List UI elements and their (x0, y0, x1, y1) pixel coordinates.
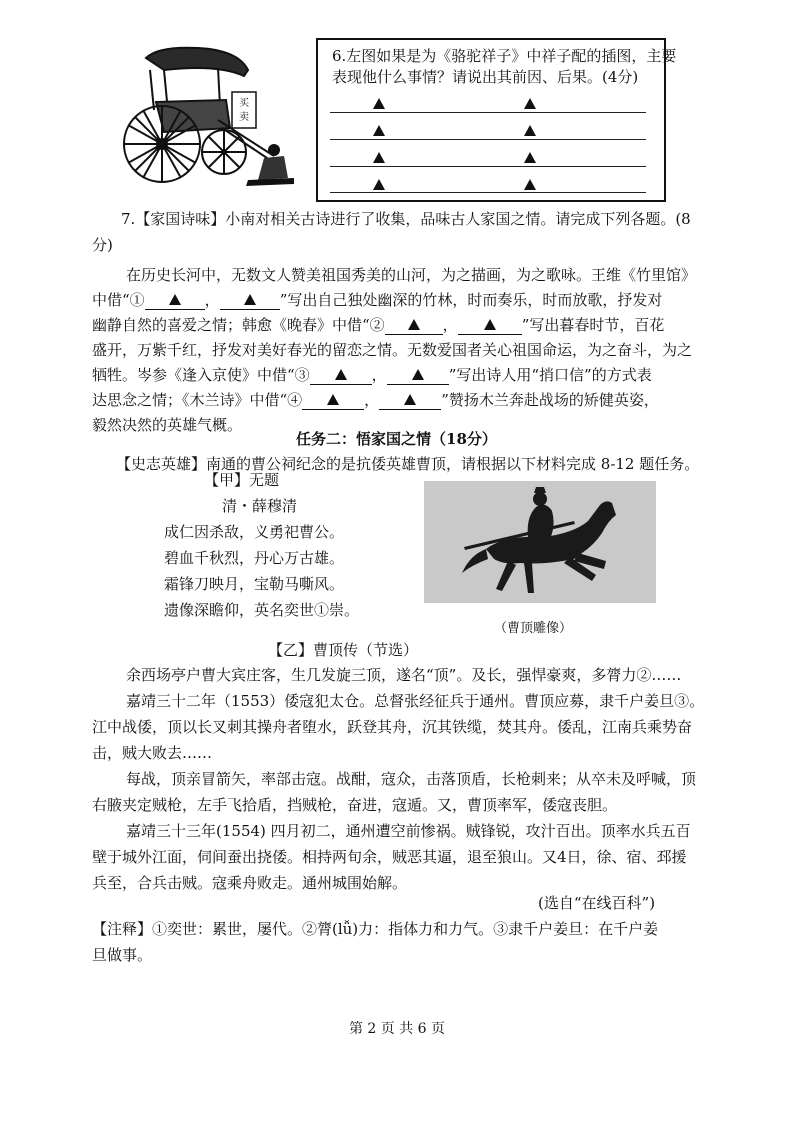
blank-3b[interactable] (387, 366, 449, 385)
notes-line: 旦做事。 (92, 946, 153, 964)
blank-1b[interactable] (220, 291, 280, 310)
task2-intro: 【史志英雄】南通的曹公祠纪念的是抗倭英雄曹顶，请根据以下材料完成 8-12 题任务。 (116, 455, 700, 473)
yi-para: 嘉靖三十二年（1553）倭寇犯太仓。总督张经征兵于通州。曹顶应募，隶千户姜旦③。 (126, 692, 705, 710)
task2-title: 任务二：悟家国之情（18分） (296, 430, 497, 448)
blank-4a[interactable] (302, 391, 364, 410)
notes-line: 【注释】①奕世：累世，屡代。②膂(lǚ)力：指体力和力气。③隶千户姜旦：在千户姜 (92, 920, 659, 938)
poem-title: 【甲】无题 (204, 471, 280, 489)
poem-line: 霜锋刀映月，宝勒马嘶风。 (164, 575, 345, 593)
triangle-marker-icon (524, 98, 536, 109)
yi-para: 余西场亭户曹大宾庄客，生几发旋三顶，遂名“顶”。及长，强悍豪爽，多膂力②…… (126, 666, 682, 684)
triangle-marker-icon (373, 179, 385, 190)
triangle-marker-icon (373, 98, 385, 109)
question-7-line2: 分) (92, 236, 113, 254)
yi-para: 壁于城外江面，伺间蚕出挠倭。相持两旬余，贼恶其逼，退至狼山。又4日，徐、宿、邳援 (92, 848, 687, 866)
rickshaw-illustration (98, 40, 298, 190)
triangle-marker-icon (373, 152, 385, 163)
blank-2b[interactable] (458, 316, 522, 335)
yi-para: 兵至，合兵击贼。寇乘舟败走。通州城围始解。 (92, 874, 408, 892)
triangle-marker-icon (524, 152, 536, 163)
triangle-marker-icon (524, 125, 536, 136)
passage-line: 幽静自然的喜爱之情；韩愈《晚春》中借“② ， ”写出暮春时节，百花 (92, 316, 665, 334)
photo-caption: （曹顶雕像） (494, 621, 573, 636)
blank-3a[interactable] (310, 366, 372, 385)
answer-line-3[interactable] (330, 166, 646, 167)
blank-4b[interactable] (379, 391, 441, 410)
svg-text:卖: 卖 (239, 112, 249, 123)
poem-author: 清・薛穆清 (222, 497, 298, 515)
triangle-marker-icon (373, 125, 385, 136)
yi-para: 江中战倭，顶以长叉刺其操舟者堕水，跃登其舟，沉其铁缆，焚其舟。倭乱，江南兵乘势奋 (92, 718, 693, 736)
svg-text:买: 买 (239, 98, 249, 109)
yi-para: 右腋夹定贼枪，左手飞拾盾，挡贼枪，奋进，寇遁。又，曹顶率军，倭寇丧胆。 (92, 796, 618, 814)
poem-line: 碧血千秋烈，丹心万古雄。 (164, 549, 345, 567)
passage-line: 在历史长河中，无数文人赞美祖国秀美的山河，为之描画，为之歌咏。王维《竹里馆》 (126, 266, 697, 284)
yi-title: 【乙】曹顶传（节选） (268, 641, 419, 659)
passage-line: 毅然决然的英雄气概。 (92, 416, 243, 434)
page-footer: 第 2 页 共 6 页 (348, 1021, 446, 1037)
yi-para: 每战，顶亲冒箭矢，率部击寇。战酣，寇众，击落顶盾，长枪刺来；从卒未及呼喊，顶 (126, 770, 697, 788)
passage-line: 牺牲。岑参《逢入京使》中借“③ ， ”写出诗人用“捎口信”的方式表 (92, 366, 652, 384)
blank-2a[interactable] (385, 316, 443, 335)
blank-1a[interactable] (145, 291, 205, 310)
question-7-line1: 7.【家国诗味】小南对相关古诗进行了收集，品味古人家国之情。请完成下列各题。(8 (121, 210, 691, 228)
passage-line: 达思念之情；《木兰诗》中借“④ ， ”赞扬木兰奔赴战场的矫健英姿， (92, 391, 659, 409)
answer-line-4[interactable] (330, 192, 646, 193)
passage-line: 盛开，万紫千红，抒发对美好春光的留恋之情。无数爱国者关心祖国命运，为之奋斗，为之 (92, 341, 693, 359)
question-6-text: 6.左图如果是为《骆驼祥子》中祥子配的插图，主要 表现他什么事情？请说出其前因、后果。(4分) (332, 47, 677, 86)
yi-para: 击，贼大败去…… (92, 744, 213, 762)
statue-photo (424, 481, 656, 603)
answer-line-1[interactable] (330, 112, 646, 113)
yi-para: 嘉靖三十三年(1554) 四月初二，通州遭空前惨祸。贼锋锐，攻汁百出。顶率水兵五百 (126, 822, 691, 840)
poem-line: 成仁因杀敌，义勇祀曹公。 (164, 523, 345, 541)
poem-line: 遗像深瞻仰，英名奕世①崇。 (164, 601, 360, 619)
triangle-marker-icon (524, 179, 536, 190)
passage-line: 中借“① ， ”写出自己独处幽深的竹林，时而奏乐，时而放歌，抒发对 (92, 291, 663, 309)
answer-line-2[interactable] (330, 139, 646, 140)
yi-source: (选自“在线百科”) (538, 894, 656, 912)
